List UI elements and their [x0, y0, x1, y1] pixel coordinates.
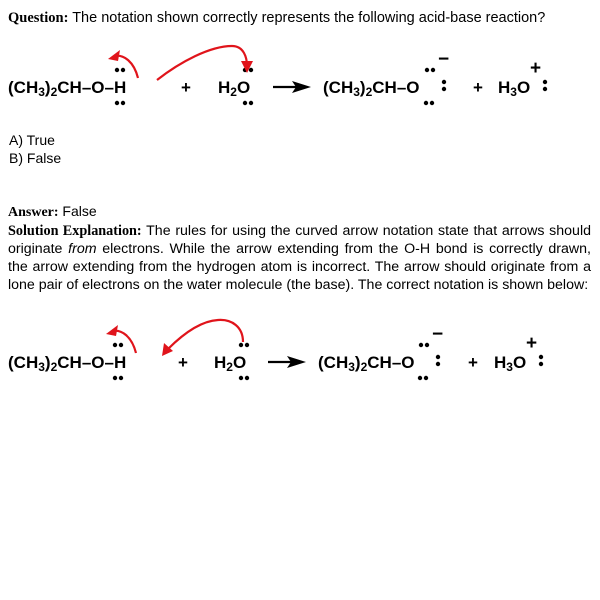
water-text: H2O [218, 78, 251, 99]
solution-explanation [8, 222, 591, 294]
reaction-arrow [268, 356, 306, 368]
answer-options [9, 131, 61, 167]
product-alkoxide-text: (CH3)2CH–O [318, 353, 415, 374]
explanation-text-2: electrons. While the arrow extending from the O-H bond is correctly drawn, the arrow extending from the hydrogen atom is incorrect. The arrow should originate from a lone pair of electrons on the water molecule (the base). The correct notation is shown below: [8, 241, 591, 293]
curved-arrow-from-lone-pair [168, 320, 243, 349]
water-text: H2O [214, 353, 247, 374]
product-alkoxide-text: (CH3)2CH–O [323, 78, 420, 99]
reaction-question [0, 40, 600, 130]
option-a[interactable]: A) True [9, 132, 55, 148]
curved-arrow-from-hydrogen [157, 46, 247, 80]
plus-sign: + [181, 78, 191, 97]
answer [8, 202, 97, 222]
question [8, 9, 593, 27]
explanation-emphasis: from [68, 241, 97, 257]
reaction-correct [0, 315, 600, 405]
hydronium-text: H3O [494, 353, 527, 374]
plus-sign: + [178, 353, 188, 372]
reaction-arrow [273, 81, 311, 93]
reactant-text: (CH3)2CH–O–H [8, 78, 127, 99]
question-label: Question: [8, 10, 69, 26]
question-text: The notation shown correctly represents the following acid-base reaction? [68, 10, 546, 26]
positive-charge: + [526, 333, 538, 354]
curved-arrows [114, 46, 247, 80]
answer-value: False [58, 203, 97, 219]
curved-arrows [112, 320, 243, 353]
positive-charge: + [530, 58, 542, 79]
reactant-text: (CH3)2CH–O–H [8, 353, 127, 374]
explanation-label: Solution Explanation: [8, 223, 142, 239]
plus-sign-products: + [468, 353, 478, 372]
answer-label: Answer: [8, 205, 59, 220]
negative-charge: − [438, 49, 450, 70]
explanation-text-1: The rules for using the curved arrow notation state that arrows should originate [8, 223, 591, 257]
negative-charge: − [432, 324, 444, 345]
hydronium-text: H3O [498, 78, 531, 99]
plus-sign-products: + [473, 78, 483, 97]
option-b[interactable]: B) False [9, 150, 62, 166]
